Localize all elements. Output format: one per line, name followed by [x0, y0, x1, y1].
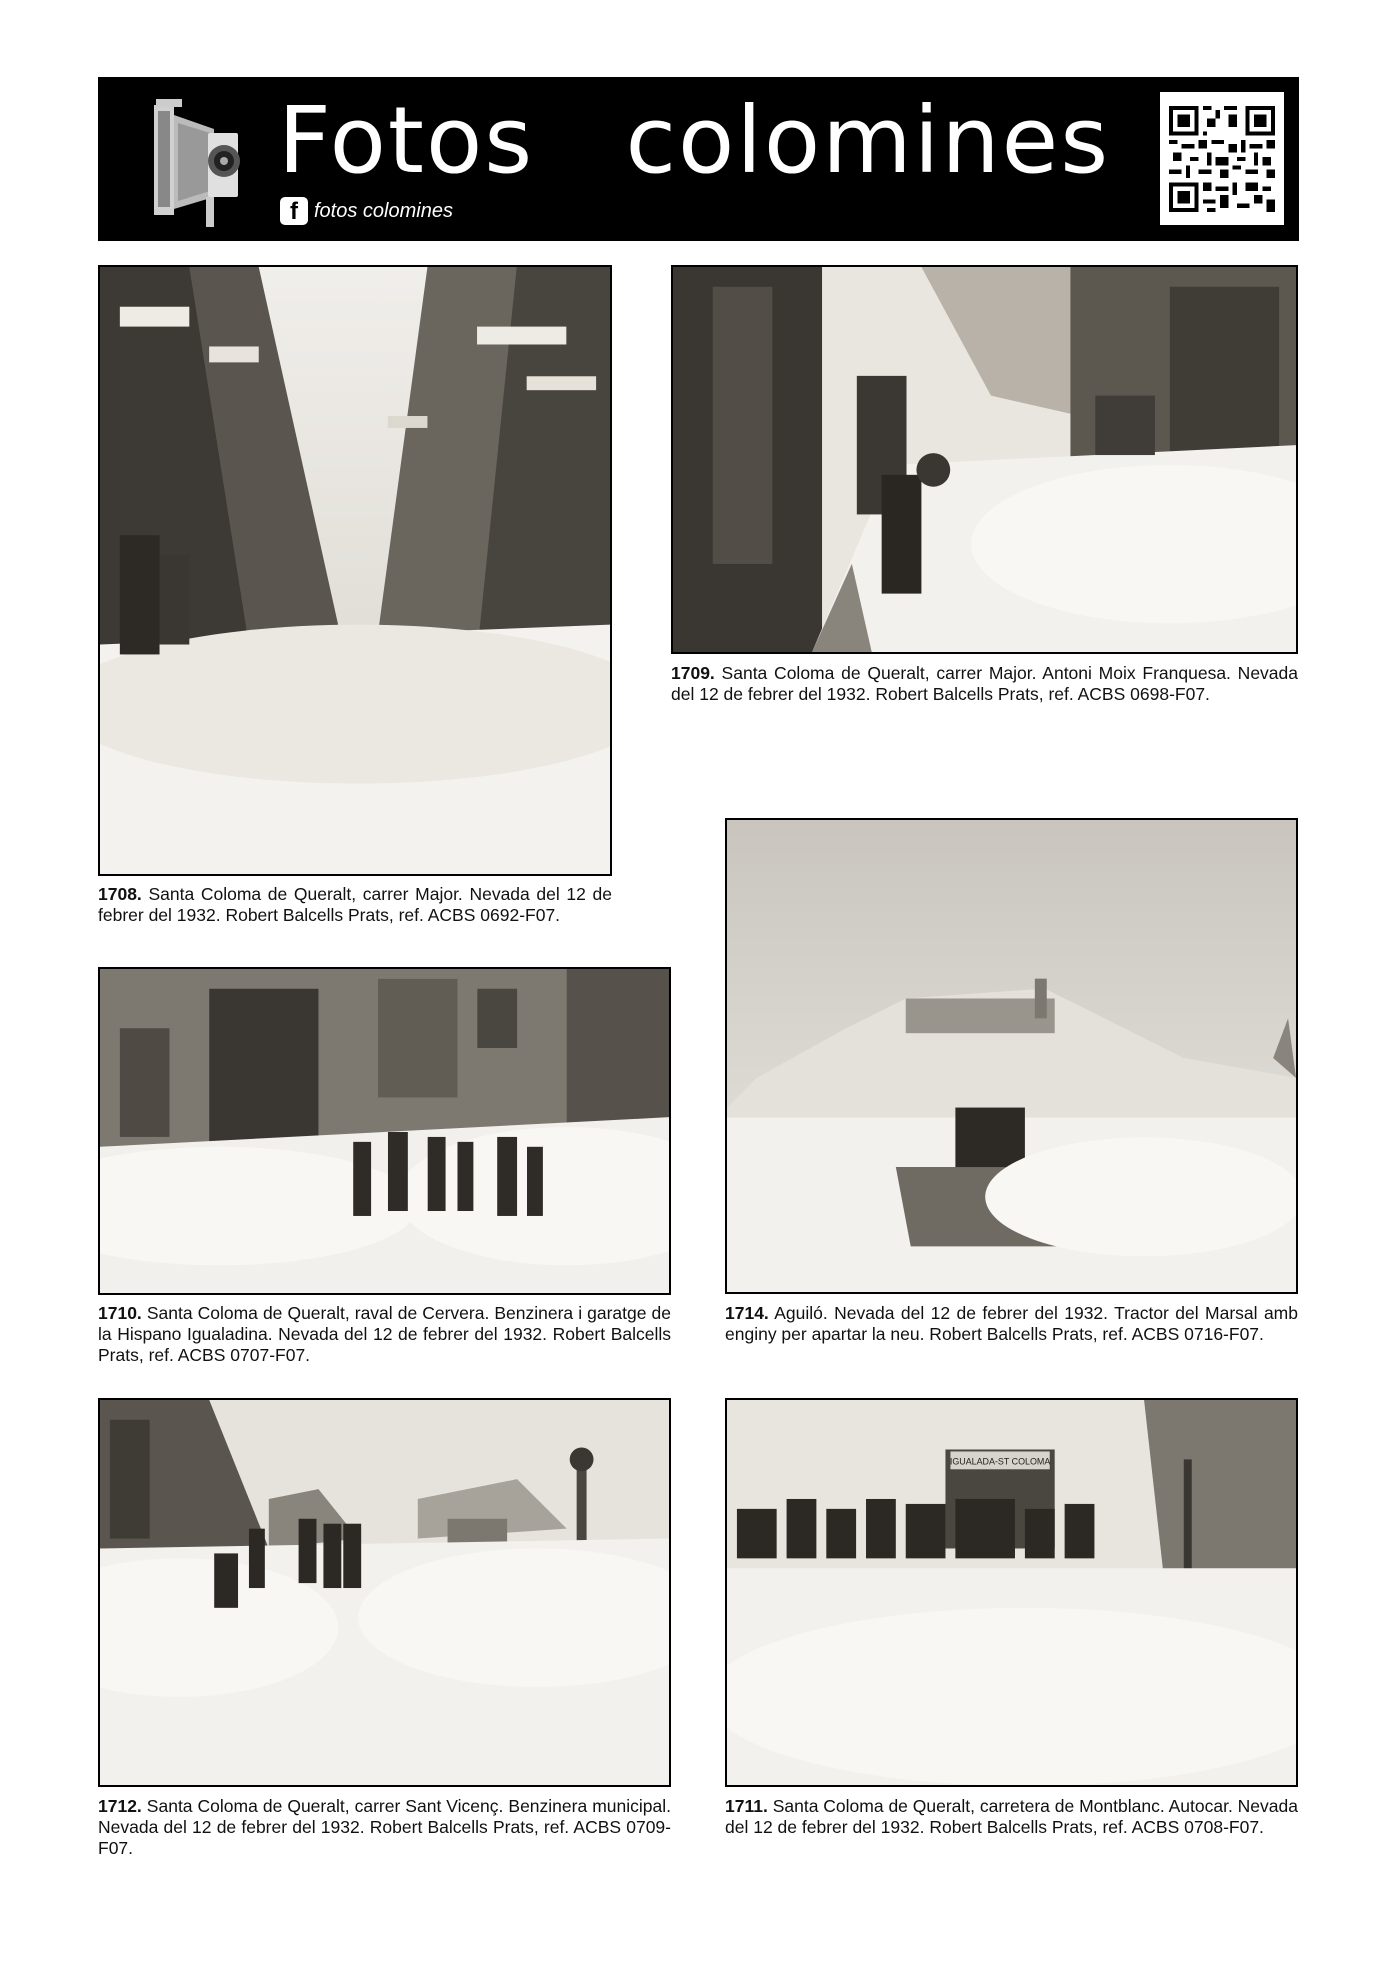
photo-1709: [671, 265, 1298, 654]
photo-1710: [98, 967, 671, 1295]
facebook-label: fotos colomines: [314, 199, 453, 222]
caption-1712: 1712. Santa Coloma de Queralt, carrer Sant Vicenç. Benzinera municipal. Nevada del 12 de febrer del 1932. Robert Balcells Prats, ref. ACBS 0709-F07.: [98, 1796, 671, 1858]
folding-camera-icon: [148, 85, 244, 233]
page-header: [98, 77, 1299, 241]
caption-1708: 1708. Santa Coloma de Queralt, carrer Major. Nevada del 12 de febrer del 1932. Robert Balcells Prats, ref. ACBS 0692-F07.: [98, 884, 612, 925]
caption-1710: 1710. Santa Coloma de Queralt, raval de Cervera. Benzinera i garatge de la Hispano Igualadina. Nevada del 12 de febrer del 1932. Robert Balcells Prats, ref. ACBS 0707-F07.: [98, 1303, 671, 1365]
facebook-icon: f: [280, 197, 308, 225]
photo-1714: [725, 818, 1298, 1294]
caption-1711: 1711. Santa Coloma de Queralt, carretera de Montblanc. Autocar. Nevada del 12 de febrer del 1932. Robert Balcells Prats, ref. ACBS 0708-F07.: [725, 1796, 1298, 1837]
caption-1709: 1709. Santa Coloma de Queralt, carrer Major. Antoni Moix Franquesa. Nevada del 12 de febrer del 1932. Robert Balcells Prats, ref. ACBS 0698-F07.: [671, 663, 1298, 704]
facebook-link[interactable]: [280, 195, 453, 227]
photo-1711: [725, 1398, 1298, 1787]
bus-sign: IGUALADA-ST COLOMA: [949, 1456, 1051, 1467]
photo-1712: [98, 1398, 671, 1787]
site-title: Fotos colomines: [278, 87, 1111, 194]
caption-1714: 1714. Aguiló. Nevada del 12 de febrer del 1932. Tractor del Marsal amb enginy per apartar la neu. Robert Balcells Prats, ref. ACBS 0716-F07.: [725, 1303, 1298, 1344]
photo-1708: [98, 265, 612, 876]
qr-code-icon[interactable]: [1160, 92, 1284, 225]
